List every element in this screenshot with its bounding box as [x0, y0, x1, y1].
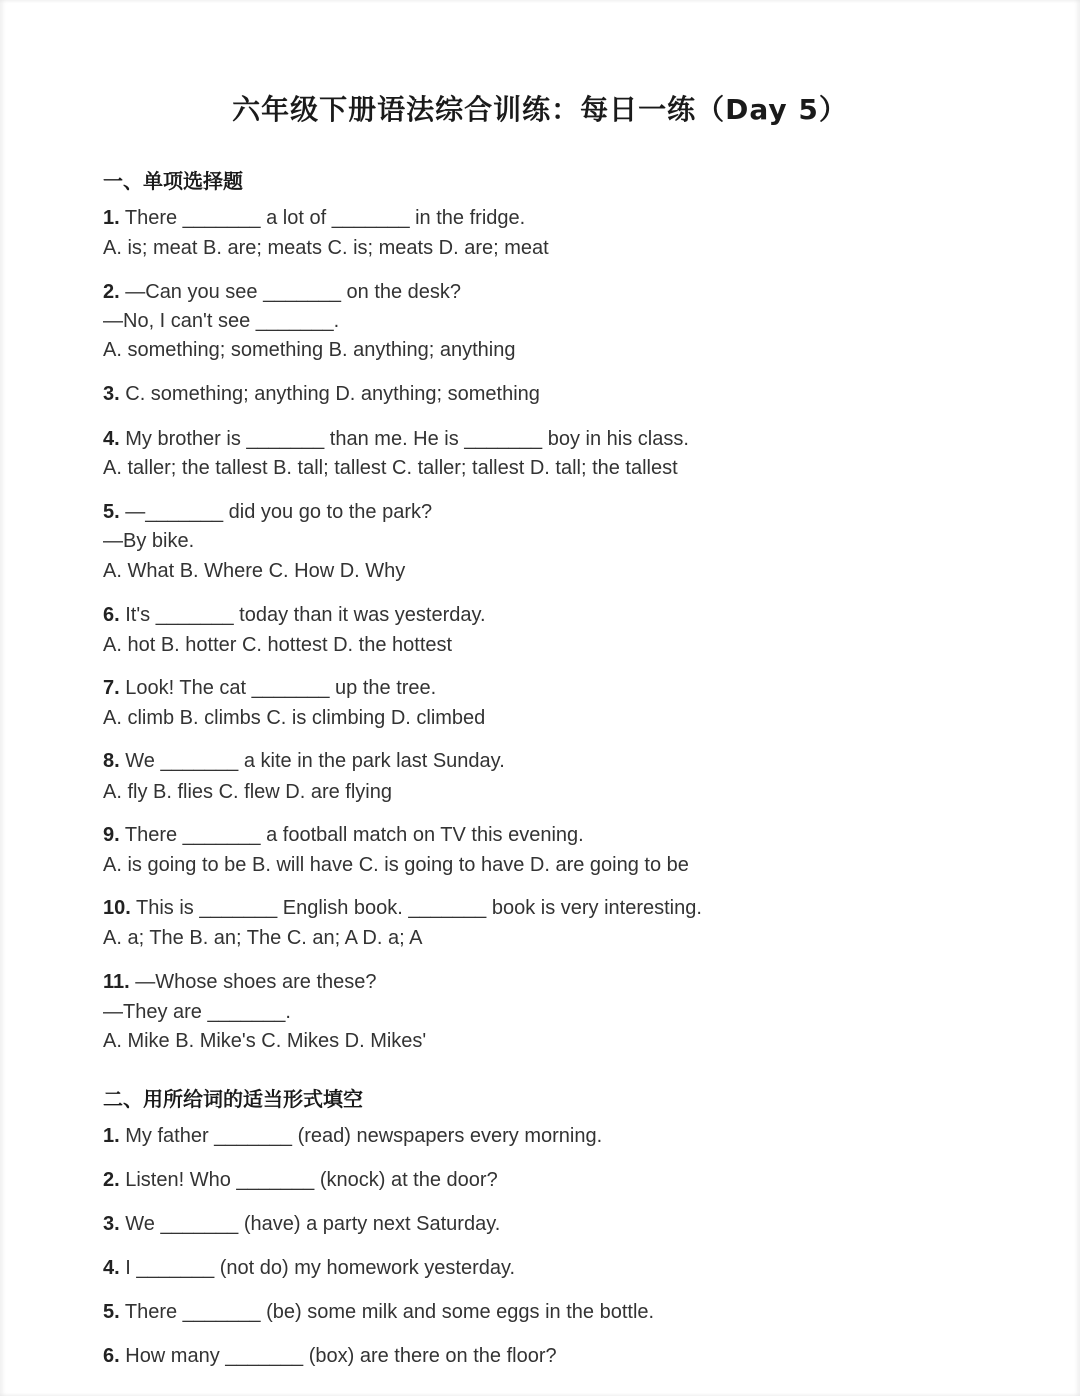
question-number: 6. [103, 604, 120, 626]
question-11 [103, 970, 377, 994]
question-9 [103, 823, 584, 847]
question-number: 8. [103, 750, 120, 772]
question-number: 11. [103, 971, 130, 993]
question-8-options: A. fly B. flies C. flew D. are flying [103, 781, 392, 803]
question-number: 4. [103, 1257, 120, 1279]
question-4 [103, 427, 689, 451]
fill-question-3 [103, 1212, 500, 1236]
question-10 [103, 896, 702, 920]
question-stem: I _______ (not do) my homework yesterday. [119, 1257, 516, 1279]
question-number: 5. [103, 501, 120, 523]
question-stem: My brother is _______ than me. He is _______ boy in his class. [119, 428, 689, 450]
question-stem: —Can you see _______ on the desk? [119, 281, 462, 303]
question-6 [103, 603, 486, 627]
question-stem: —_______ did you go to the park? [119, 501, 433, 523]
question-1 [103, 206, 525, 230]
question-number: 3. [103, 383, 120, 405]
question-stem: There _______ a lot of _______ in the fridge. [119, 207, 526, 229]
question-number: 4. [103, 428, 120, 450]
fill-question-4 [103, 1256, 515, 1280]
question-6-options: A. hot B. hotter C. hottest D. the hottest [103, 634, 453, 656]
question-2-reply: —No, I can't see _______. [103, 310, 340, 332]
fill-question-2 [103, 1168, 498, 1192]
question-stem: There _______ a football match on TV this evening. [119, 824, 584, 846]
fill-question-1 [103, 1124, 602, 1148]
question-2-options: A. something; something B. anything; anything [103, 339, 516, 361]
question-stem: This is _______ English book. _______ book is very interesting. [130, 897, 702, 919]
question-stem: We _______ a kite in the park last Sunday. [119, 750, 505, 772]
question-stem: There _______ (be) some milk and some eggs in the bottle. [119, 1301, 655, 1323]
question-5 [103, 500, 432, 524]
question-11-reply: —They are _______. [103, 1001, 291, 1023]
section2-heading: 二、用所给词的适当形式填空 [103, 1087, 363, 1111]
question-1-options: A. is; meat B. are; meats C. is; meats D. are; meat [103, 237, 549, 259]
question-number: 9. [103, 824, 120, 846]
question-3 [103, 382, 540, 406]
question-4-options: A. taller; the tallest B. tall; tallest C. taller; tallest D. tall; the tallest [103, 457, 678, 479]
question-stem: —Whose shoes are these? [129, 971, 377, 993]
page-title: 六年级下册语法综合训练：每日一练（Day 5） [232, 93, 848, 126]
question-5-reply: —By bike. [103, 530, 195, 552]
question-stem: Look! The cat _______ up the tree. [119, 677, 437, 699]
fill-question-5 [103, 1300, 654, 1324]
question-number: 2. [103, 281, 120, 303]
question-5-options: A. What B. Where C. How D. Why [103, 560, 406, 582]
question-11-options: A. Mike B. Mike's C. Mikes D. Mikes' [103, 1030, 427, 1052]
question-7 [103, 676, 436, 700]
section1-heading: 一、单项选择题 [103, 169, 243, 193]
question-10-options: A. a; The B. an; The C. an; A D. a; A [103, 927, 423, 949]
question-8 [103, 749, 505, 773]
question-number: 3. [103, 1213, 120, 1235]
question-number: 1. [103, 1125, 120, 1147]
question-number: 6. [103, 1345, 120, 1367]
question-2 [103, 280, 461, 304]
question-stem: Listen! Who _______ (knock) at the door? [119, 1169, 498, 1191]
question-number: 1. [103, 207, 120, 229]
question-stem: It's _______ today than it was yesterday. [119, 604, 486, 626]
question-stem: How many _______ (box) are there on the floor? [119, 1345, 557, 1367]
question-stem: We _______ (have) a party next Saturday. [119, 1213, 501, 1235]
question-7-options: A. climb B. climbs C. is climbing D. climbed [103, 707, 486, 729]
question-number: 10. [103, 897, 131, 919]
question-number: 5. [103, 1301, 120, 1323]
question-number: 2. [103, 1169, 120, 1191]
question-9-options: A. is going to be B. will have C. is going to have D. are going to be [103, 854, 689, 876]
question-number: 7. [103, 677, 120, 699]
question-stem: My father _______ (read) newspapers every morning. [119, 1125, 603, 1147]
fill-question-6 [103, 1344, 557, 1368]
question-stem: C. something; anything D. anything; something [119, 383, 540, 405]
